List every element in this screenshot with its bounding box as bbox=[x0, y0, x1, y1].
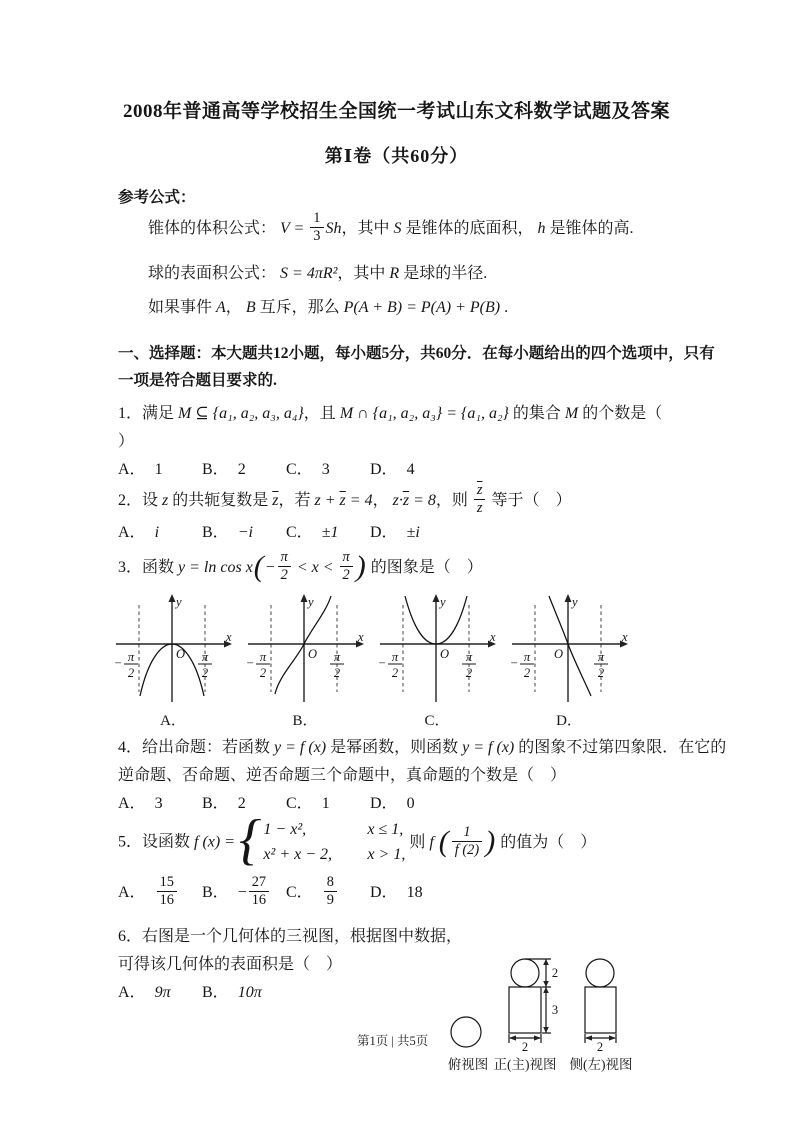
origin-label: O bbox=[308, 647, 318, 662]
y-axis-label: y bbox=[572, 595, 578, 610]
text-run: 0 bbox=[406, 795, 415, 813]
x-axis-label: x bbox=[622, 630, 628, 645]
text-run: 4．给出命题：若函数 bbox=[118, 739, 275, 757]
two-denominator: 2 bbox=[465, 666, 473, 681]
question-6-text-line1 bbox=[118, 923, 548, 951]
graph-a-plot bbox=[110, 592, 236, 704]
math-run: S = 4πR² bbox=[280, 264, 338, 282]
graph-b-plot bbox=[242, 592, 368, 704]
option-label: C． bbox=[286, 795, 313, 813]
pi-numerator: π bbox=[333, 650, 341, 665]
option bbox=[370, 519, 454, 547]
text-run: 的图象是（ ） bbox=[366, 559, 483, 577]
overlined-var: $\overline{z}$ bbox=[402, 492, 410, 510]
math-run: < x < bbox=[292, 559, 338, 577]
minus-sign: − bbox=[113, 656, 123, 671]
graph-d-label: D． bbox=[556, 713, 582, 730]
math-run: z + bbox=[314, 492, 340, 510]
math-run: Sh bbox=[325, 220, 342, 238]
text-run: 2 bbox=[237, 461, 246, 479]
section-1-intro bbox=[118, 341, 738, 394]
three-view-diagram bbox=[443, 950, 643, 1076]
big-paren: ( bbox=[253, 550, 264, 584]
math-run: S bbox=[393, 220, 402, 238]
formula-cone-volume bbox=[148, 212, 721, 247]
text-run: 是球的半径. bbox=[399, 264, 488, 282]
math-run: 10π bbox=[237, 983, 262, 1001]
side-view-label: 侧(左)视图 bbox=[569, 1057, 633, 1072]
side-view-rect bbox=[585, 987, 616, 1033]
option-label: C． bbox=[286, 884, 313, 902]
question-5-options bbox=[118, 873, 721, 911]
math-run: y = f (x) bbox=[274, 739, 327, 757]
question-3-text bbox=[118, 551, 721, 586]
math-run: M bbox=[564, 405, 579, 423]
overlined-var: $\overline{z}$ bbox=[339, 492, 346, 510]
option-label: A． bbox=[118, 524, 146, 542]
page-title: 2008年普通高等学校招生全国统一考试山东文科数学试题及答案 bbox=[122, 101, 670, 122]
option bbox=[286, 790, 370, 818]
question-2-text bbox=[118, 484, 721, 519]
question-1 bbox=[118, 400, 721, 484]
option-label: B． bbox=[202, 524, 229, 542]
option-label: A． bbox=[118, 884, 146, 902]
top-view-circle bbox=[451, 1017, 481, 1047]
math-run: z· bbox=[392, 492, 403, 510]
origin-label: O bbox=[553, 647, 563, 662]
y-axis-label: y bbox=[308, 595, 314, 610]
question-5-text bbox=[118, 809, 721, 872]
dim-rect-height: 3 bbox=[551, 1003, 559, 1017]
math-run: i bbox=[154, 524, 160, 542]
graph-option-d bbox=[506, 592, 632, 730]
text-run: 是幂函数，则函数 bbox=[326, 739, 463, 757]
option bbox=[118, 979, 202, 1007]
fraction: $\frac{1}{3}$ bbox=[310, 210, 323, 245]
y-axis-label: y bbox=[176, 595, 182, 610]
text-run: ，其中 bbox=[337, 264, 390, 282]
math-run: = 8 bbox=[409, 492, 436, 510]
text-run: 3 bbox=[321, 461, 330, 479]
question-4 bbox=[118, 734, 727, 818]
option-label: A． bbox=[118, 795, 146, 813]
pi-numerator: π bbox=[259, 650, 267, 665]
text-run: 逆命题、否命题、逆否命题三个命题中，真命题的个数是（ ） bbox=[118, 767, 567, 785]
text-run: 3 bbox=[154, 795, 163, 813]
text-run: 则 bbox=[405, 833, 430, 851]
pi-numerator: π bbox=[465, 650, 473, 665]
graph-option-a bbox=[110, 592, 236, 730]
question-5 bbox=[118, 809, 721, 911]
text-run: ∩ bbox=[353, 405, 373, 423]
question-5-suffix bbox=[405, 823, 597, 858]
fraction: $\frac{8}{9}$ bbox=[324, 874, 337, 909]
pi-numerator: π bbox=[127, 650, 135, 665]
math-run: V = bbox=[280, 220, 309, 238]
option-label: B． bbox=[202, 461, 229, 479]
minus-sign: − bbox=[245, 656, 255, 671]
option bbox=[118, 519, 202, 547]
text-run: 5．设函数 bbox=[118, 833, 195, 851]
text-run: 的图象不过第四象限．在它的 bbox=[514, 739, 727, 757]
math-run: f bbox=[429, 833, 438, 851]
text-run: 的共轭复数是 bbox=[168, 492, 273, 510]
origin-label: O bbox=[440, 647, 450, 662]
two-denominator: 2 bbox=[523, 666, 531, 681]
minus-sign: − bbox=[509, 656, 519, 671]
option bbox=[286, 873, 370, 911]
text-run: 1 bbox=[154, 461, 163, 479]
question-2 bbox=[118, 484, 721, 547]
reference-formulas-heading: 参考公式： bbox=[118, 189, 196, 206]
option bbox=[202, 873, 286, 911]
option bbox=[118, 456, 202, 484]
option-label: A． bbox=[118, 461, 146, 479]
option bbox=[202, 979, 286, 1007]
formula-mutually-exclusive bbox=[148, 294, 721, 317]
option bbox=[118, 790, 202, 818]
origin-label: O bbox=[176, 647, 186, 662]
dim-side-width: 2 bbox=[596, 1040, 604, 1054]
pi-numerator: π bbox=[597, 650, 605, 665]
graph-option-c bbox=[374, 592, 500, 730]
text-run: 1．满足 bbox=[118, 405, 179, 423]
math-run: 9π bbox=[154, 983, 171, 1001]
option-label: D． bbox=[370, 795, 398, 813]
question-4-options bbox=[118, 790, 721, 818]
front-view-label: 正(主)视图 bbox=[493, 1057, 557, 1072]
math-run: P(A + B) = P(A) + P(B) bbox=[343, 298, 501, 316]
text-run: 锥体的体积公式： bbox=[148, 220, 281, 238]
option-label: B． bbox=[202, 983, 229, 1001]
top-view-label: 俯视图 bbox=[447, 1057, 489, 1072]
text-run: . bbox=[500, 298, 509, 316]
piecewise-cases bbox=[263, 818, 405, 868]
option bbox=[370, 879, 454, 907]
graph-option-b bbox=[242, 592, 368, 730]
text-run: 可得该几何体的表面积是（ ） bbox=[118, 955, 343, 973]
option bbox=[202, 456, 286, 484]
text-run: ， bbox=[372, 492, 393, 510]
question-4-text-line2 bbox=[118, 762, 721, 790]
math-run: M bbox=[339, 405, 354, 423]
text-run: 1 bbox=[321, 795, 330, 813]
piecewise-brace: { bbox=[239, 809, 262, 872]
text-run: 2．设 bbox=[118, 492, 163, 510]
option bbox=[370, 790, 454, 818]
section-1-intro-line2: 一项是符合题目要求的. bbox=[118, 371, 277, 389]
math-run: {a₁, a₂, a₃} = {a₁, a₂} bbox=[372, 405, 509, 423]
question-3-graphs bbox=[110, 592, 721, 730]
text-run: 18 bbox=[406, 884, 423, 902]
dim-circle-height: 2 bbox=[551, 966, 559, 980]
front-view-circle bbox=[511, 959, 539, 987]
two-denominator: 2 bbox=[597, 666, 605, 681]
two-denominator: 2 bbox=[201, 666, 209, 681]
minus-sign: − bbox=[377, 656, 387, 671]
side-view-circle bbox=[586, 959, 614, 987]
math-run: h bbox=[537, 220, 546, 238]
text-run: 是锥体的高. bbox=[545, 220, 634, 238]
text-run: ，其中 bbox=[341, 220, 394, 238]
math-run: B bbox=[245, 298, 256, 316]
case-2-expression: x² + x − 2, bbox=[263, 846, 333, 864]
math-run: A bbox=[216, 298, 226, 316]
two-denominator: 2 bbox=[391, 666, 399, 681]
two-denominator: 2 bbox=[259, 666, 267, 681]
math-run: y = f (x) bbox=[462, 739, 515, 757]
section-i-title: 第Ⅰ卷（共60分） bbox=[324, 146, 469, 166]
question-2-options bbox=[118, 519, 721, 547]
fraction: $\frac{\overline{z}}{z}$ bbox=[474, 482, 486, 517]
option bbox=[118, 873, 202, 911]
math-run: = 4 bbox=[345, 492, 373, 510]
piecewise-case-1 bbox=[263, 818, 405, 843]
case-2-condition: x > 1, bbox=[367, 846, 406, 864]
question-3 bbox=[113, 549, 721, 730]
section-1-intro-line1: 一、选择题：本大题共12小题，每小题5分，共60分．在每小题给出的四个选项中，只有 bbox=[118, 344, 715, 362]
option bbox=[286, 456, 370, 484]
graph-d-plot bbox=[506, 592, 632, 704]
pi-numerator: π bbox=[201, 650, 209, 665]
math-run: {a₁, a₂, a₃, a₄} bbox=[212, 405, 304, 423]
text-run: 是锥体的底面积， bbox=[401, 220, 538, 238]
overlined-var: $\overline{z}$ bbox=[272, 492, 279, 510]
y-axis-label: y bbox=[440, 595, 446, 610]
big-paren: ) bbox=[355, 550, 366, 584]
pi-numerator: π bbox=[391, 650, 399, 665]
fraction: $\frac{15}{16}$ bbox=[157, 874, 177, 909]
fraction: $\frac{27}{16}$ bbox=[249, 874, 269, 909]
math-run: −i bbox=[237, 524, 253, 542]
text-run: ，则 bbox=[435, 492, 472, 510]
fraction: $\frac{\pi}{2}$ bbox=[278, 549, 291, 584]
text-run: − bbox=[237, 884, 247, 902]
option-label: B． bbox=[202, 795, 229, 813]
pi-numerator: π bbox=[523, 650, 531, 665]
text-run: ⊆ bbox=[191, 405, 213, 423]
text-run: 球的表面积公式： bbox=[148, 264, 281, 282]
case-1-expression: 1 − x², bbox=[263, 821, 307, 839]
text-run: 4 bbox=[406, 461, 415, 479]
math-run: − bbox=[264, 559, 276, 577]
text-run: ， bbox=[225, 298, 246, 316]
option-label: D． bbox=[370, 461, 398, 479]
option-label: C． bbox=[286, 524, 313, 542]
front-view-rect bbox=[509, 987, 541, 1033]
question-4-text-line1 bbox=[118, 734, 727, 762]
graph-c-label: C． bbox=[424, 713, 450, 730]
text-run: 如果事件 bbox=[148, 298, 217, 316]
page-footer: 第1页 | 共5页 bbox=[357, 1034, 429, 1048]
x-axis-label: x bbox=[226, 630, 232, 645]
option-label: B． bbox=[202, 884, 229, 902]
text-run: 互斥，那么 bbox=[255, 298, 344, 316]
option-label: C． bbox=[286, 461, 313, 479]
math-run: M bbox=[178, 405, 192, 423]
text-run: 的值为（ ） bbox=[496, 833, 597, 851]
question-1-options bbox=[118, 456, 721, 484]
text-run: ，若 bbox=[278, 492, 315, 510]
option-label: D． bbox=[370, 524, 398, 542]
two-denominator: 2 bbox=[127, 666, 135, 681]
text-run: 的个数是（ bbox=[578, 405, 663, 423]
question-1-text bbox=[118, 400, 721, 428]
option bbox=[202, 519, 286, 547]
math-run: ±1 bbox=[321, 524, 339, 542]
dim-front-width: 2 bbox=[521, 1040, 529, 1054]
fraction: $\frac{1}{f (2)}$ bbox=[452, 824, 482, 859]
question-1-close-paren: ） bbox=[118, 433, 135, 451]
formula-sphere-surface bbox=[148, 260, 721, 283]
text-run: 6．右图是一个几何体的三视图，根据图中数据， bbox=[118, 927, 463, 945]
math-run: y = ln cos x bbox=[178, 559, 253, 577]
big-paren: ( bbox=[438, 824, 449, 858]
text-run: 的集合 bbox=[508, 405, 565, 423]
graph-b-label: B． bbox=[292, 713, 318, 730]
text-run: ，且 bbox=[303, 405, 340, 423]
fraction: $\frac{\pi}{2}$ bbox=[340, 549, 353, 584]
option-label: A． bbox=[118, 983, 146, 1001]
big-paren: ) bbox=[485, 824, 496, 858]
two-denominator: 2 bbox=[333, 666, 341, 681]
math-run: z bbox=[162, 492, 169, 510]
x-axis-label: x bbox=[490, 630, 496, 645]
option bbox=[370, 456, 454, 484]
math-run: R bbox=[389, 264, 400, 282]
option bbox=[286, 519, 370, 547]
option-label: D． bbox=[370, 884, 398, 902]
question-5-prefix bbox=[118, 834, 239, 851]
x-axis-label: x bbox=[358, 630, 364, 645]
graph-c-plot bbox=[374, 592, 500, 704]
graph-a-label: A． bbox=[160, 713, 186, 730]
text-run: 2 bbox=[237, 795, 246, 813]
text-run: 等于（ ） bbox=[487, 492, 572, 510]
piecewise-case-2 bbox=[263, 843, 405, 868]
math-run: ±i bbox=[406, 524, 420, 542]
case-1-condition: x ≤ 1, bbox=[367, 821, 404, 839]
math-run: f (x) = bbox=[194, 833, 240, 851]
text-run: 3．函数 bbox=[118, 559, 179, 577]
